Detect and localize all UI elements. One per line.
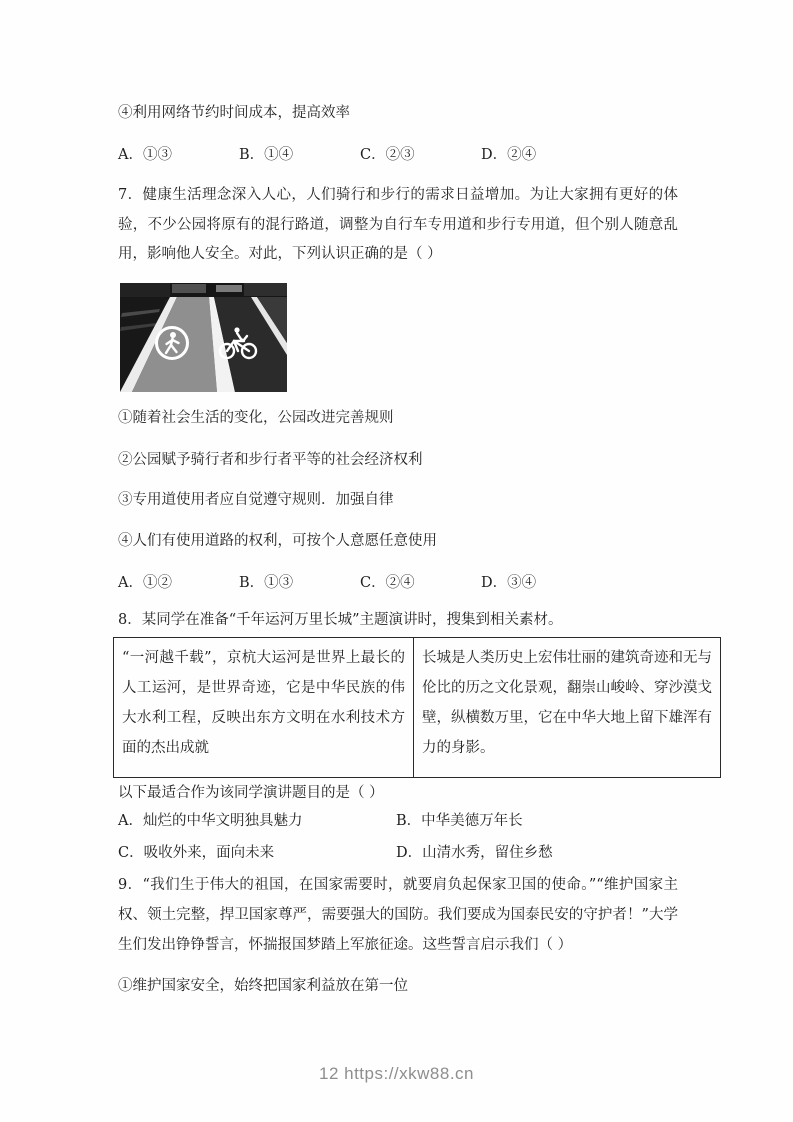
q7-statement-3: ③专用道使用者应自觉遵守规则．加强自律	[118, 492, 394, 508]
q6-choices	[118, 145, 678, 165]
q8-table-cell-canal: “一河越千载”，京杭大运河是世界上最长的人工运河，是世界奇迹，它是中华民族的伟大水利工程，反映出东方文明在水利技术方面的杰出成就	[114, 638, 414, 778]
q7-choice-b: B．①③	[239, 575, 294, 591]
q7-choice-d: D．③④	[481, 575, 537, 591]
q7-stem: 7．健康生活理念深入人心，人们骑行和步行的需求日益增加。为让大家拥有更好的体验，不少公园将原有的混行路道，调整为自行车专用道和步行专用道，但个别人随意乱用，影响他人安全。对此，下列认识正确的是（ ）	[118, 187, 678, 262]
q7-statement-1: ①随着社会生活的变化，公园改进完善规则	[118, 410, 394, 426]
bike-and-pedestrian-lane-photo	[120, 283, 287, 392]
q8-choice-b: B．中华美德万年长	[396, 813, 523, 829]
q6-choice-a: A．①③	[118, 147, 172, 163]
q8-stem: 8．某同学在准备“千年运河万里长城”主题演讲时，搜集到相关素材。	[118, 612, 563, 628]
q7-statement-2: ②公园赋予骑行者和步行者平等的社会经济权利	[118, 452, 423, 468]
q6-choice-b: B．①④	[239, 147, 294, 163]
q7-choices	[118, 573, 678, 593]
q7-choice-a: A．①②	[118, 575, 172, 591]
q8-choice-c: C．吸收外来，面向未来	[118, 845, 275, 861]
q8-material-table	[113, 637, 721, 778]
q8-choices-row-2	[118, 843, 678, 863]
table-row	[114, 638, 721, 778]
q9-statement-1: ①维护国家安全，始终把国家利益放在第一位	[118, 978, 408, 994]
page-footer-watermark: 12 https://xkw88.cn	[318, 1064, 475, 1083]
q6-statement-4: ④利用网络节约时间成本，提高效率	[118, 105, 350, 121]
q8-choice-d: D．山清水秀，留住乡愁	[396, 845, 553, 861]
q7-statement-4: ④人们有使用道路的权利，可按个人意愿任意使用	[118, 533, 437, 549]
q6-choice-d: D．②④	[481, 147, 537, 163]
q7-choice-c: C．②④	[360, 575, 415, 591]
q8-choice-a: A．灿烂的中华文明独具魅力	[118, 813, 303, 829]
q6-choice-c: C．②③	[360, 147, 415, 163]
q8-question-line: 以下最适合作为该同学演讲题目的是（ ）	[118, 785, 384, 801]
q8-choices-row-1	[118, 811, 678, 831]
q8-table-cell-greatwall: 长城是人类历史上宏伟壮丽的建筑奇迹和无与伦比的历之文化景观，翻崇山峻岭、穿沙漠戈壁，纵横数万里，它在中华大地上留下雄浑有力的身影。	[414, 638, 721, 778]
q9-stem: 9．“我们生于伟大的祖国，在国家需要时，就要肩负起保家卫国的使命。”“维护国家主权、领土完整，捍卫国家尊严，需要强大的国防。我们要成为国泰民安的守护者！”大学生们发出铮铮誓言，怀揣报国梦踏上军旅征途。这些誓言启示我们（ ）	[118, 877, 678, 953]
